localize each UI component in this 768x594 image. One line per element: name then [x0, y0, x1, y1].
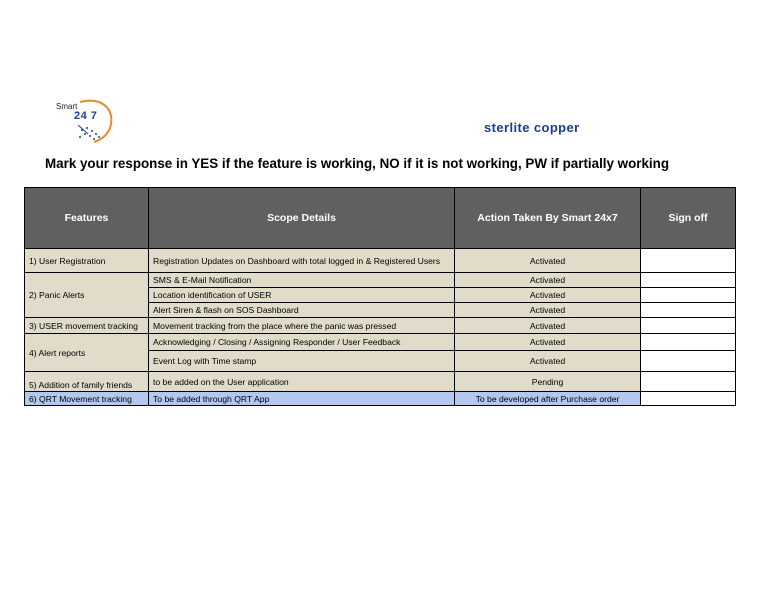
feature-cell: 6) QRT Movement tracking [25, 392, 149, 406]
signoff-cell[interactable] [641, 372, 736, 392]
signoff-cell[interactable] [641, 334, 736, 351]
smart247-logo [52, 96, 118, 146]
signoff-cell[interactable] [641, 318, 736, 334]
signoff-cell[interactable] [641, 392, 736, 406]
scope-cell: Location identification of USER [149, 288, 455, 303]
action-cell: Activated [455, 303, 641, 318]
scope-cell: SMS & E-Mail Notification [149, 273, 455, 288]
table-row [25, 372, 736, 392]
scope-cell: Registration Updates on Dashboard with total logged in & Registered Users [149, 249, 455, 273]
feature-table [24, 187, 736, 406]
features-header: Features [25, 188, 149, 249]
table-header-row [25, 188, 736, 249]
scope-cell: to be added on the User application [149, 372, 455, 392]
signoff-cell[interactable] [641, 303, 736, 318]
signoff-header: Sign off [641, 188, 736, 249]
scope-cell: Movement tracking from the place where the panic was pressed [149, 318, 455, 334]
action-cell: Activated [455, 288, 641, 303]
feature-cell: 1) User Registration [25, 249, 149, 273]
feature-cell: 5) Addition of family friends [25, 372, 149, 392]
action-cell: Activated [455, 273, 641, 288]
action-cell: To be developed after Purchase order [455, 392, 641, 406]
table-row [25, 273, 736, 288]
scope-cell: To be added through QRT App [149, 392, 455, 406]
scope-cell: Event Log with Time stamp [149, 351, 455, 372]
table-row [25, 249, 736, 273]
action-cell: Activated [455, 318, 641, 334]
scope-cell: Alert Siren & flash on SOS Dashboard [149, 303, 455, 318]
action-cell: Pending [455, 372, 641, 392]
scope-header: Scope Details [149, 188, 455, 249]
signoff-cell[interactable] [641, 273, 736, 288]
action-cell: Activated [455, 351, 641, 372]
brand-name: sterlite copper [484, 120, 580, 135]
signoff-cell[interactable] [641, 249, 736, 273]
feature-cell: 4) Alert reports [25, 334, 149, 372]
signoff-cell[interactable] [641, 288, 736, 303]
action-cell: Activated [455, 249, 641, 273]
action-header: Action Taken By Smart 24x7 [455, 188, 641, 249]
logo-number-text: 24 7 [74, 110, 98, 122]
table-row [25, 318, 736, 334]
table-row [25, 392, 736, 406]
scope-cell: Acknowledging / Closing / Assigning Responder / User Feedback [149, 334, 455, 351]
action-cell: Activated [455, 334, 641, 351]
logo-small-text: Smart [56, 102, 78, 111]
feature-cell: 2) Panic Alerts [25, 273, 149, 318]
table-row [25, 334, 736, 351]
signoff-cell[interactable] [641, 351, 736, 372]
instruction-text: Mark your response in YES if the feature is working, NO if it is not working, PW if partially working [45, 156, 670, 171]
feature-cell: 3) USER movement tracking [25, 318, 149, 334]
